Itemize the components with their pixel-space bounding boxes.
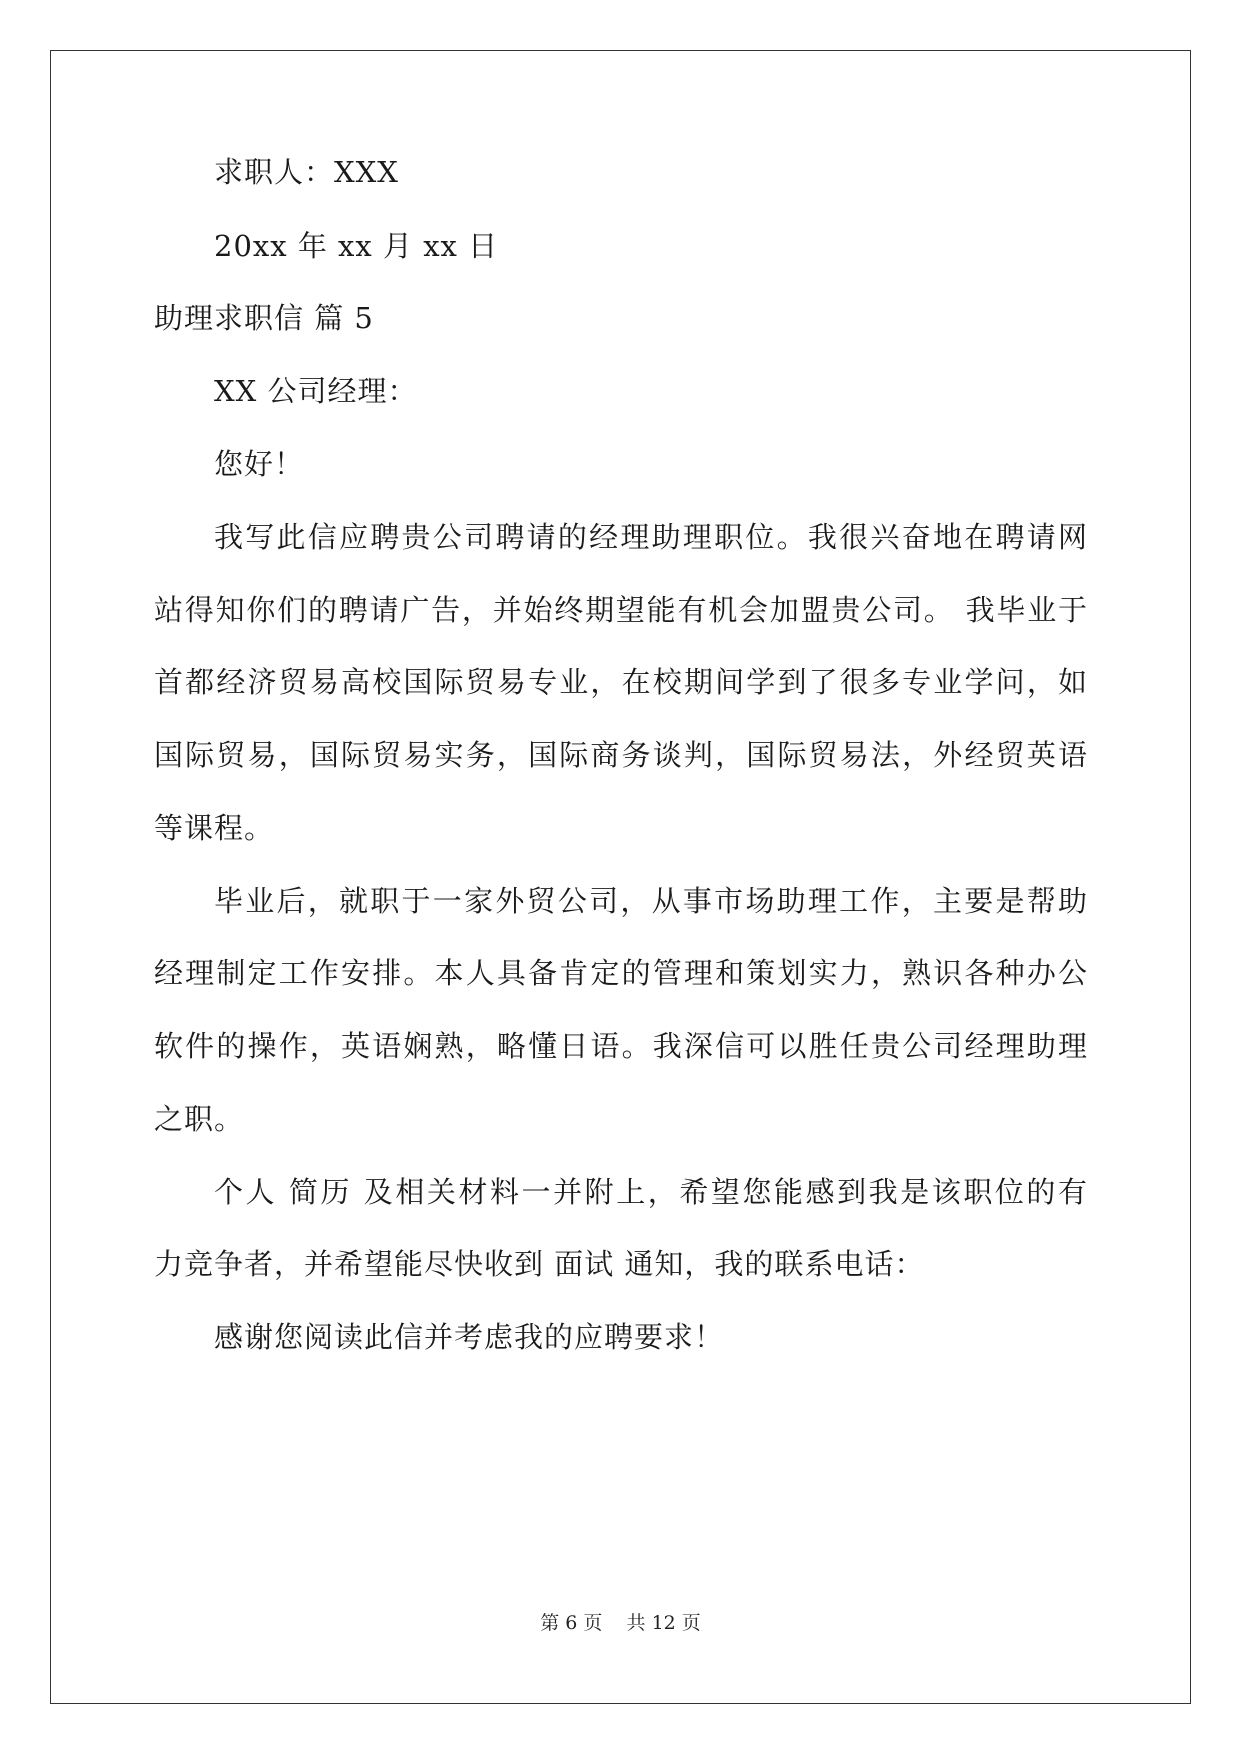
paragraph-line: 毕业后，就职于一家外贸公司，从事市场助理工作，主要是帮助 [214,884,1088,918]
closing-line: 感谢您阅读此信并考虑我的应聘要求！ [214,1320,725,1354]
paragraph-line: 站得知你们的聘请广告，并始终期望能有机会加盟贵公司。 我毕业于 [154,593,1088,627]
section-heading: 助理求职信 篇 5 [154,301,374,335]
paragraph-line: 软件的操作，英语娴熟，略懂日语。我深信可以胜任贵公司经理助理 [154,1029,1088,1063]
paragraph-line: 经理制定工作安排。本人具备肯定的管理和策划实力，熟识各种办公 [154,956,1088,990]
paragraph-line: 国际贸易，国际贸易实务，国际商务谈判，国际贸易法，外经贸英语 [154,738,1088,772]
paragraph-line: 我写此信应聘贵公司聘请的经理助理职位。我很兴奋地在聘请网 [214,520,1088,554]
date-line: 20xx 年 xx 月 xx 日 [214,229,499,263]
applicant-line: 求职人：XXX [214,155,399,189]
paragraph-line: 之职。 [154,1102,245,1136]
page-number-footer: 第 6 页 共 12 页 [540,1612,701,1634]
paragraph-line: 力竞争者，并希望能尽快收到 面试 通知，我的联系电话： [154,1247,925,1281]
paragraph-line: 个人 简历 及相关材料一并附上，希望您能感到我是该职位的有 [214,1175,1088,1209]
paragraph-line: 等课程。 [154,811,275,845]
paragraph-line: 首都经济贸易高校国际贸易专业，在校期间学到了很多专业学问，如 [154,665,1088,699]
salutation: XX 公司经理： [214,374,418,408]
greeting: 您好！ [214,447,305,481]
